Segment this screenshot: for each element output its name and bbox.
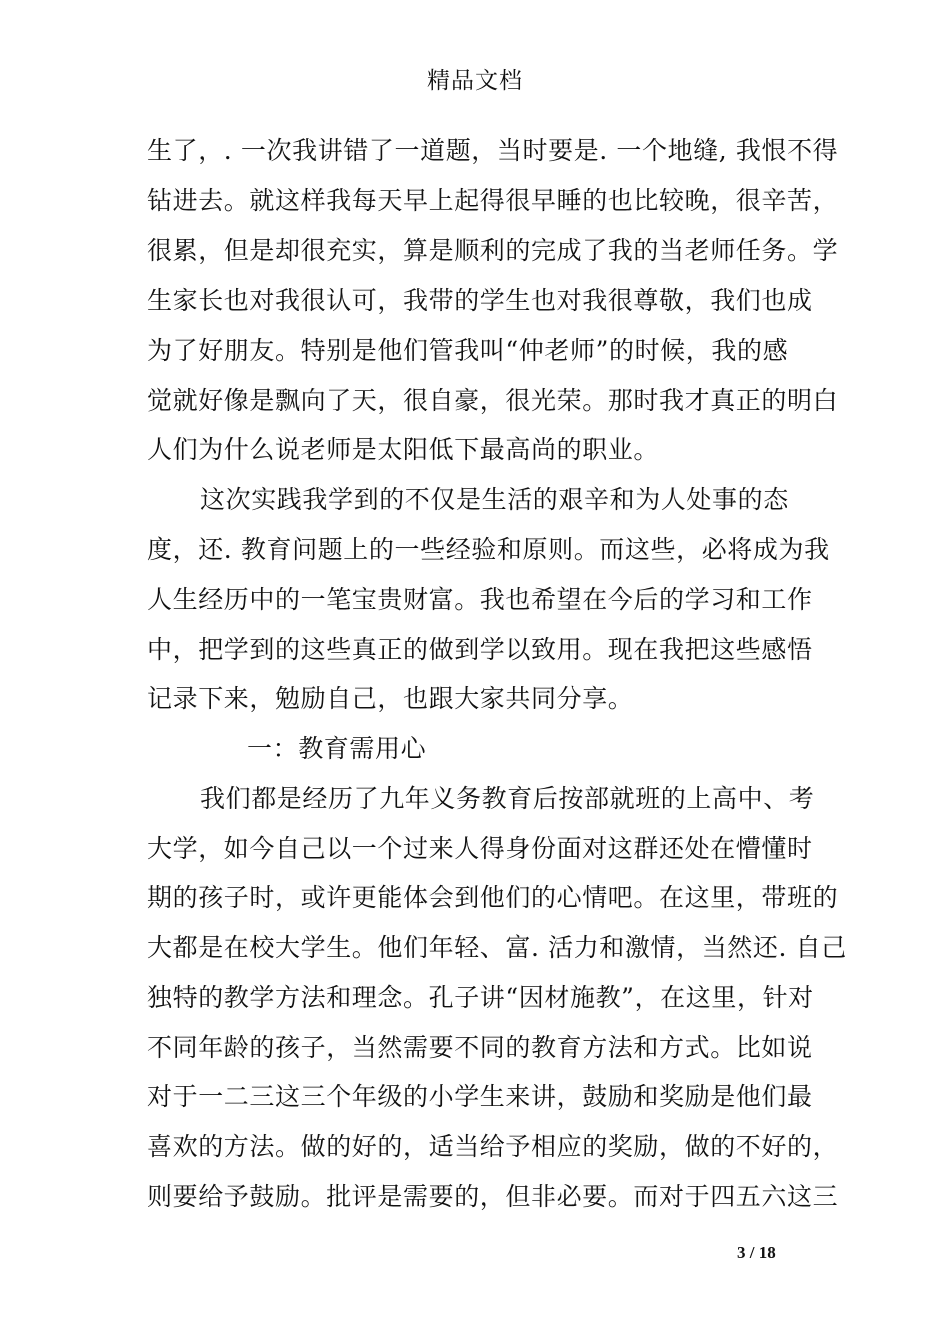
- text-line: 这次实践我学到的不仅是生活的艰辛和为人处事的态: [200, 485, 789, 514]
- text-line: 人生经历中的一笔宝贵财富。我也希望在今后的学习和工作: [147, 585, 813, 614]
- text-line: 对于一二三这三个年级的小学生来讲，鼓励和奖励是他们最: [147, 1082, 813, 1111]
- text-line: 我们都是经历了九年义务教育后按部就班的上高中、考: [200, 784, 815, 813]
- page-number: 3 / 18: [737, 1243, 776, 1262]
- text-line: 为了好朋友。特别是他们管我叫“仲老师”的时候，我的感: [147, 336, 789, 365]
- text-line: 则要给予鼓励。批评是需要的，但非必要。而对于四五六这三: [147, 1182, 839, 1211]
- text-line: 人们为什么说老师是太阳低下最高尚的职业。: [147, 435, 660, 464]
- text-line: 很累，但是却很充实，算是顺利的完成了我的当老师任务。学: [147, 236, 839, 265]
- text-line: 钻进去。就这样我每天早上起得很早睡的也比较晚，很辛苦，: [147, 186, 839, 215]
- text-line: 期的孩子时，或许更能体会到他们的心情吧。在这里，带班的: [147, 883, 839, 912]
- text-line: 喜欢的方法。做的好的，适当给予相应的奖励，做的不好的，: [147, 1132, 839, 1161]
- page-header-title: 精品文档: [427, 68, 523, 94]
- text-line: 度，还. 教育问题上的一些经验和原则。而这些，必将成为我: [147, 535, 830, 564]
- text-line: 大都是在校大学生。他们年轻、富. 活力和激情，当然还. 自己: [147, 933, 847, 962]
- text-line: 大学，如今自己以一个过来人得身份面对这群还处在懵懂时: [147, 834, 813, 863]
- text-line: 生家长也对我很认可，我带的学生也对我很尊敬，我们也成: [147, 286, 813, 315]
- section-heading: 一：教育需用心: [247, 734, 427, 763]
- text-line: 觉就好像是飘向了天，很自豪，很光荣。那时我才真正的明白: [147, 386, 839, 415]
- text-line: 生了，. 一次我讲错了一道题，当时要是. 一个地缝, 我恨不得: [147, 136, 839, 165]
- text-line: 不同年龄的孩子，当然需要不同的教育方法和方式。比如说: [147, 1033, 813, 1062]
- text-line: 中，把学到的这些真正的做到学以致用。现在我把这些感悟: [147, 635, 813, 664]
- text-line: 独特的教学方法和理念。孔子讲“因材施教”，在这里，针对: [147, 983, 814, 1012]
- text-line: 记录下来，勉励自己，也跟大家共同分享。: [147, 684, 634, 713]
